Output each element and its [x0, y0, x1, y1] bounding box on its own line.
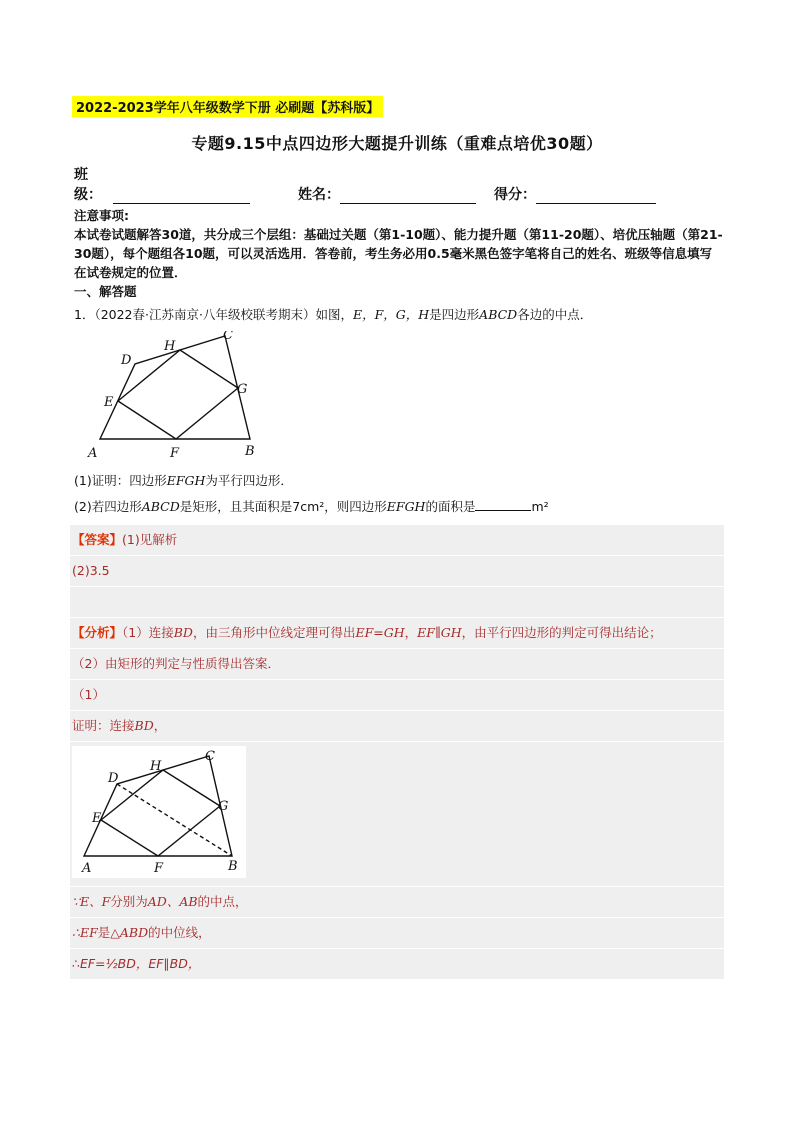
- label-d: D: [108, 771, 119, 786]
- analysis-var: BD: [134, 718, 154, 733]
- name-label: 姓名：: [298, 187, 340, 203]
- figure-2-wrap: [70, 742, 724, 887]
- answer-line-2: [70, 556, 724, 587]
- question-1-part-2: [70, 497, 724, 517]
- score-field: [494, 164, 674, 204]
- p2-suffix: 的面积是: [425, 499, 476, 514]
- page-title: 专题9.15中点四边形大题提升训练（重难点培优30题）: [191, 134, 603, 153]
- score-label: 得分：: [494, 187, 536, 203]
- analysis-text: 的中位线，: [148, 925, 211, 940]
- analysis-line-7: ∴EF=½BD，EF∥BD，: [70, 949, 724, 980]
- p2-mid: 是矩形，且其面积是7cm²，则四边形: [179, 499, 387, 514]
- p1-suffix: 为平行四边形．: [205, 473, 293, 488]
- label-e: E: [104, 395, 114, 410]
- label-d: D: [121, 353, 132, 368]
- answer-2: (2)3.5: [72, 563, 110, 578]
- q1-mid: 是四边形: [429, 307, 480, 322]
- label-b: B: [245, 444, 255, 459]
- p2-quad: ABCD: [141, 499, 180, 514]
- analysis-text: 的中点，: [197, 894, 248, 909]
- q1-vars: E，F，G，H: [352, 307, 430, 322]
- analysis-text: ，: [153, 718, 167, 733]
- label-c: C: [205, 749, 215, 764]
- analysis-line-6: [70, 918, 724, 949]
- question-1: [70, 305, 724, 325]
- answer-blank: [475, 498, 531, 511]
- header-tag: 2022-2023学年八年级数学下册 必刷题【苏科版】: [72, 96, 383, 117]
- answer-box: [70, 525, 724, 980]
- p2-quad2: EFGH: [386, 499, 426, 514]
- header-row: [70, 96, 724, 117]
- analysis-text: 分别为: [110, 894, 148, 909]
- analysis-text: （1）连接: [122, 625, 174, 640]
- answer-line-1: [70, 525, 724, 556]
- figure-quadrilateral-2: [72, 746, 246, 878]
- analysis-var: BD: [173, 625, 193, 640]
- analysis-text: 是: [97, 925, 111, 940]
- figure-quadrilateral-1: [80, 331, 260, 461]
- label-h: H: [164, 339, 176, 354]
- analysis-line-4: [70, 711, 724, 742]
- label-a: A: [82, 861, 92, 876]
- label-g: G: [237, 382, 248, 397]
- analysis-line-5: [70, 887, 724, 918]
- q1-prefix: 1．（2022春·江苏南京·八年级校联考期末）如图，: [74, 307, 353, 322]
- label-e: E: [92, 811, 102, 826]
- document-page: [70, 96, 724, 980]
- score-blank: [536, 189, 656, 204]
- question-1-part-1: [70, 471, 724, 491]
- q1-suffix: 各边的中点．: [517, 307, 593, 322]
- label-f: F: [154, 861, 164, 876]
- label-c: C: [223, 331, 233, 343]
- label-a: A: [88, 446, 98, 461]
- analysis-text: 证明：连接: [72, 718, 135, 733]
- analysis-var: ∵E、F: [72, 894, 111, 909]
- analysis-line-1: [70, 618, 724, 649]
- p2-prefix: (2)若四边形: [74, 499, 142, 514]
- analysis-text: ，由三角形中位线定理可得出: [192, 625, 356, 640]
- analysis-label: 【分析】: [72, 625, 123, 640]
- analysis-line-2: （2）由矩形的判定与性质得出答案．: [70, 649, 724, 680]
- analysis-var: △ABD: [110, 925, 149, 940]
- name-field: [298, 164, 484, 204]
- analysis-text: ，由平行四边形的判定可得出结论；: [461, 625, 662, 640]
- student-info-row: [70, 164, 724, 204]
- analysis-var: AD、AB: [147, 894, 198, 909]
- name-blank: [340, 189, 476, 204]
- class-label: 班级：: [74, 167, 102, 203]
- answer-label: 【答案】: [72, 532, 123, 547]
- analysis-var: EF=GH: [355, 625, 405, 640]
- answer-spacer: [70, 587, 724, 618]
- analysis-line-3: （1）: [70, 680, 724, 711]
- notice-block: [70, 206, 724, 301]
- p2-unit: m²: [531, 499, 549, 514]
- p1-prefix: (1)证明：四边形: [74, 473, 167, 488]
- label-g: G: [218, 799, 229, 814]
- class-blank: [113, 189, 251, 204]
- analysis-var: ∴EF: [72, 925, 98, 940]
- label-b: B: [228, 859, 238, 874]
- answer-1: (1)见解析: [122, 532, 178, 547]
- label-f: F: [170, 446, 180, 461]
- class-field: [74, 164, 250, 204]
- p1-quad: EFGH: [166, 473, 206, 488]
- analysis-var: EF∥GH: [417, 625, 462, 640]
- analysis-text: ，: [404, 625, 418, 640]
- diagonal-bd: [117, 784, 232, 856]
- notice-body: 本试卷试题解答30道，共分成三个层组：基础过关题（第1-10题）、能力提升题（第11-20题）、培优压轴题（第21-30题），每个题组各10题，可以灵活选用．答卷前，考生务必用0.5毫米黑色签字笔将自己的姓名、班级等信息填写在试卷规定的位置．: [74, 227, 723, 280]
- section-heading: 一、解答题: [74, 284, 137, 299]
- label-h: H: [150, 759, 162, 774]
- q1-quad: ABCD: [479, 307, 518, 322]
- notice-heading: 注意事项:: [74, 208, 129, 223]
